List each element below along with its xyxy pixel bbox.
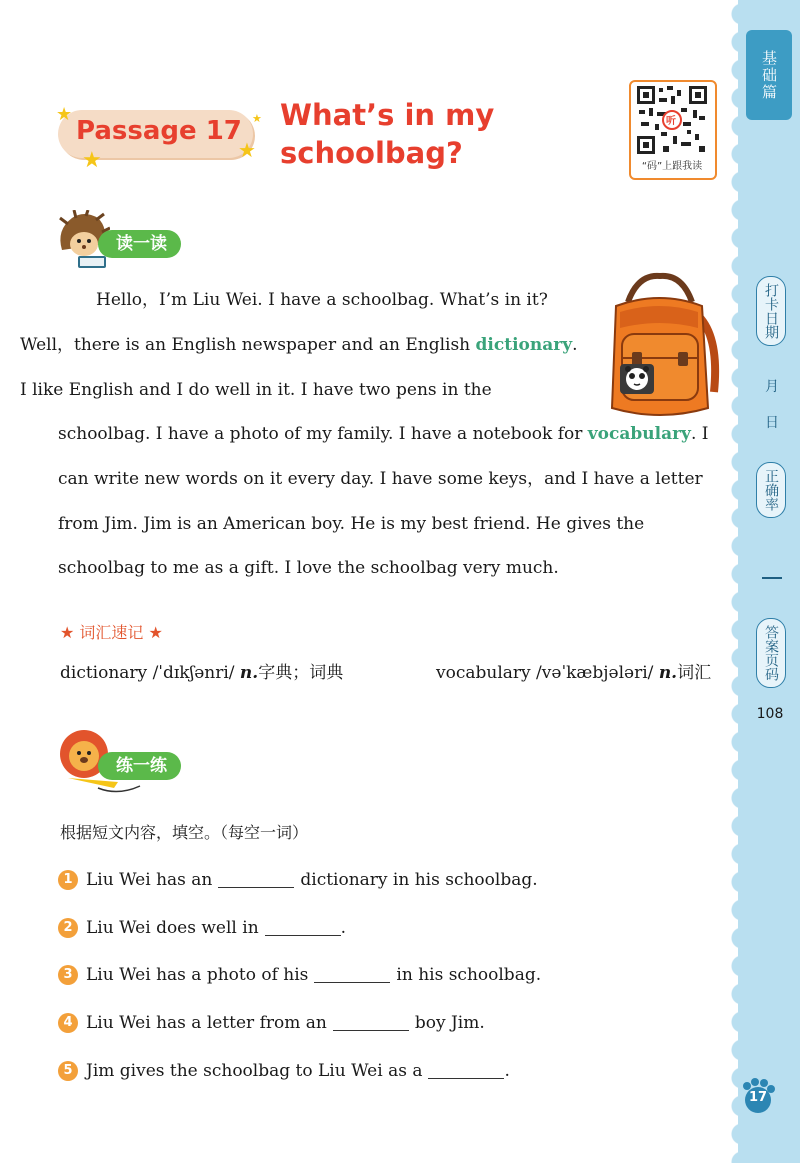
vocab-pos: n. (239, 663, 259, 683)
question-1 (58, 870, 538, 890)
side-dash (762, 577, 782, 579)
qr-caption: “码”上跟我读 (641, 161, 703, 172)
star-icon: ★ (252, 112, 262, 125)
passage-line-2 (20, 323, 592, 368)
vocab-ipa: /ˈdɪkʃənri/ (152, 663, 235, 683)
side-scallop-edge (728, 0, 742, 1163)
vocab-word: vocabulary (436, 663, 531, 683)
question-number: 4 (58, 1013, 78, 1033)
question-2 (58, 918, 346, 938)
page-number: 17 (748, 1090, 768, 1105)
vocab-item-vocabulary (436, 658, 711, 683)
exercise-instruction: 根据短文内容，填空。（每空一词） (60, 823, 309, 842)
side-day: 日 (765, 415, 779, 431)
answer-blank[interactable] (218, 873, 294, 888)
answer-blank[interactable] (428, 1064, 504, 1079)
passage-text-top (20, 278, 592, 412)
passage-text-bottom (58, 412, 720, 591)
passage-line-4-end: . I (690, 424, 709, 444)
question-3 (58, 965, 541, 985)
question-text-before: Jim gives the schoolbag to Liu Wei as a (86, 1061, 423, 1081)
keyword-vocabulary: vocabulary (587, 424, 691, 444)
passage-line-2-end: . (572, 334, 578, 355)
question-text-after: . (340, 918, 347, 938)
side-tab-strip (738, 0, 800, 1163)
vocab-word: dictionary (60, 663, 148, 683)
vocab-item-dictionary (60, 658, 343, 683)
side-checkin-date: 打卡日期 (756, 276, 786, 346)
passage-line-3: I like English and I do well in it. I have two pens in the (20, 379, 492, 400)
side-answer-page-number: 108 (756, 706, 784, 722)
side-accuracy: 正确率 (756, 462, 786, 518)
question-5 (58, 1061, 510, 1081)
answer-blank[interactable] (314, 968, 390, 983)
page-title (280, 96, 580, 172)
passage-line-1: Hello，I’m Liu Wei. I have a schoolbag. What’s in it? (96, 290, 548, 310)
side-basic-tab: 基础篇 (746, 30, 792, 120)
passage-line-6: from Jim. Jim is an American boy. He is my best friend. He gives the (58, 513, 645, 534)
passage-line-2-text: Well，there is an English newspaper and an English (20, 334, 476, 355)
title-line-2: schoolbag? (280, 136, 463, 170)
passage-line-5: can write new words on it every day. I have some keys，and I have a letter (58, 468, 703, 489)
backpack-illustration (598, 272, 722, 422)
question-text-before: Liu Wei does well in (86, 918, 259, 938)
keyword-dictionary: dictionary (475, 334, 573, 355)
passage-line-7: schoolbag to me as a gift. I love the schoolbag very much. (58, 558, 559, 579)
question-text-after: . (504, 1061, 510, 1081)
passage-line-4-text: schoolbag. I have a photo of my family. I have a notebook for (58, 424, 588, 444)
question-text-after: dictionary in his schoolbag. (300, 870, 538, 890)
section-label-practice: 练一练 (98, 752, 181, 780)
vocab-heading: ★ 词汇速记 ★ (60, 623, 163, 642)
question-text-before: Liu Wei has an (86, 870, 213, 890)
section-label-read: 读一读 (98, 230, 181, 258)
question-text-after: boy Jim. (414, 1013, 485, 1033)
question-number: 5 (58, 1061, 78, 1081)
qr-listen-label: 听 (666, 116, 676, 127)
vocab-meaning: 词汇 (677, 663, 712, 683)
answer-blank[interactable] (333, 1016, 409, 1031)
vocab-pos: n. (658, 663, 678, 683)
vocab-meaning: 字典；词典 (258, 663, 344, 683)
answer-blank[interactable] (265, 921, 341, 936)
side-answer-page: 答案页码 (756, 618, 786, 688)
question-4 (58, 1013, 485, 1033)
passage-label: Passage 17 (76, 116, 242, 146)
question-number: 2 (58, 918, 78, 938)
side-month: 月 (765, 379, 779, 395)
question-number: 3 (58, 965, 78, 985)
star-icon: ★ (82, 148, 102, 173)
question-text-after: in his schoolbag. (396, 965, 542, 985)
vocab-ipa: /vəˈkæbjələri/ (536, 663, 654, 683)
question-text-before: Liu Wei has a letter from an (86, 1013, 327, 1033)
star-icon: ★ (56, 104, 73, 125)
star-icon: ★ (238, 138, 256, 162)
title-line-1: What’s in my (280, 98, 495, 132)
question-text-before: Liu Wei has a photo of his (86, 965, 309, 985)
question-number: 1 (58, 870, 78, 890)
